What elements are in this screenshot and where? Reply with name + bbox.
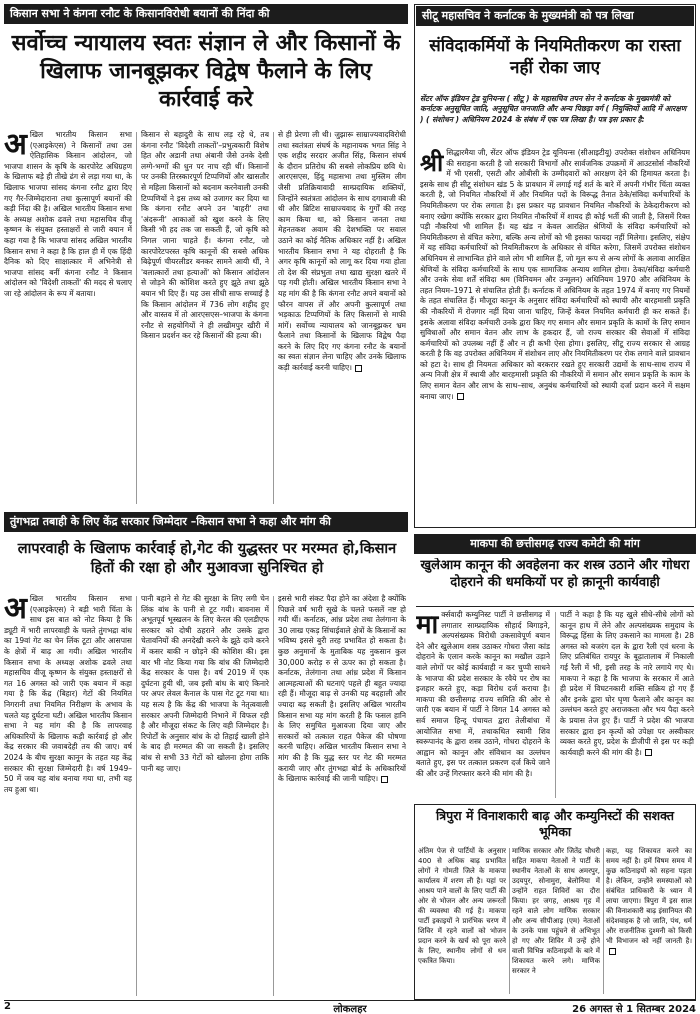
kisan-col3-text: से ही प्रेरणा ली थी। जुझारू साम्राज्यवादविरोधी तथा स्वतंत्रता संघर्ष के महानायक भगत सिंह ने एक शहीद सरदार अजीत सिंह, किसान संघर्ष के दौरान प्रतिरोध की सबसे लोकप्रिय छवि थे। आरएसएस, हिंदु महासभा तथा मुस्लिम लीग जैसी प्रतिक्रियावादी साम्प्रदायिक शक्तियों, जिन्होंने स्वतंत्रता आंदोलन के साथ दगाबाजी की थी और ब्रिटिश साम्राज्यवाद के गुर्गों की तरह काम किया था, को किसान जनता तथा मेहनतकश अवाम की देशभक्ति पर सवाल उठाने का कोई नैतिक अधिकार नहीं है। अखिल भारतीय किसान सभा ने यह दोहराती है कि अगर कृषि कानूनों को लागू कर दिया गया होता तो देश की संप्रभुता तथा खाद्य सुरक्षा खतरे में पड़ गयी होती। अखिल भारतीय किसान सभा ने यह मांग की है कि कंगना रनौट अपने बयानों को फौरन वापस लें और अपनी कुत्सापूर्ण तथा भड़काऊ टिप्पणियों के लिए किसानों से माफी मांगें। सर्वोच्च न्यायालय को जानबूझकर भ्रम फैलाने तथा किसानों के खिलाफ विद्वेष पैदा करने के लिए दिए गए कंगना रनौट के बयानों का स्वतः संज्ञान लेना चाहिए और उनके खिलाफ कड़ी कार्रवाई करनी चाहिए। <box>278 130 406 373</box>
maakpa-divider <box>555 612 556 798</box>
flood-headline: लापरवाही के खिलाफ कार्रवाई हो,गेट की युद्धस्तर पर मरम्मत हो,किसान हितों की रक्षा हो और मुआवजा सुनिश्चित हो <box>17 541 397 576</box>
maakpa-col2-text: पार्टी ने कहा है कि यह खुले सीधे-सीधे लोगों को कानून हाथ में लेने और अल्पसंख्यक समुदाय के विरूद्ध हिंसा के लिए उकसाने का मामला है। 28 अगस्त को बजरंग दल के द्वारा रैली एवं धरना के लिए प्रतिबंधित रायपुर के बूढ़ातालाब में निकाली गई रैली में भी, इसी तरह के नारे लगाये गए थे। माकपा ने कहा है कि भाजपा के सरकार में आते ही प्रदेश में विघटनकारी शक्ति सक्रिय हो गए हैं और इनके द्वारा घोर घृणा फैलाने और कानून का उल्लंघन करते हुए अराजकता और भय पैदा करने के प्रयास तेज हुए हैं। पार्टी ने प्रदेश की भाजपा सरकार द्वारा इन कृत्यों को उपेक्षा पर अस्वीकार व्यक्त करते हुए, प्रदेश के डीजीपी से इस पर कड़ी कार्यवाही करने की मांग की है। <box>560 610 694 757</box>
flood-column-3 <box>278 594 406 998</box>
flood-column-1 <box>4 594 132 998</box>
kisan-col2-text: किसान से बहादुरी के साथ लड़ रहे थे, तब कंगना रनौट 'विदेशी ताकतों'–प्रभुत्वकारी विशेष हित और अडानी तथा अंबानी जैसे उनके देसी लग्गे-भग्गों की धुन पर नाच रही थीं। किसानों पर उनकी तिरस्कारपूर्ण टिप्पणियों और खासतौर से महिला किसानों को बदनाम करनेवाली उनकी टिप्पणियों ने इस तथ्य को उजागर कर दिया था कि कंगना रनौट अपने उन 'बाहरी' तथा 'अंदरूनी' आकाओं को खुश करने के लिए किसी भी हद तक जा सकती हैं, जो कृषि को निगल जाना चाहते हैं। कंगना रनौट, जो कारपोरेटपरस्त कृषि कानूनों की सबसे अधिक बिढ़ेपूर्ण चीयरलीडर बनकर सामने आयी थीं, ने 'बलात्कारों तथा हत्याओं' को किसान आंदोलन से जोड़ने की कोशिश करते हुए झूठे तथा झूठे बयान भी दिए हैं। यह उस सीधी साफ सच्चाई है कि किसान आंदोलन में 736 लोग शहीद हुए और वास्तव में तो आरएसएस–भाजपा के कंगना रनौट से सहयोगियों ने ही लखीमपुर खीरी में किसान प्रदर्शन कर रहे किसानों की हत्या की। <box>141 130 269 341</box>
maakpa-col1-text: र्क्सवादी कम्युनिस्ट पार्टी ने छत्तीसगढ़ में लगातार साम्प्रदायिक सौहार्द बिगाड़ने, अल्पसंख्यक विरोधी उकसावेपूर्ण बयान देने और खुलेआम शस्त्र उठाकर गोधरा जैसा कांड दोहराने के एलान करके कानून का मखौल उड़ाने वाले लोगों पर कोई कार्यवाही न कर चुप्पी साधने के भाजपा की प्रदेश सरकार के रवैये पर रोष का इजहार करते हुए, कड़ा विरोध दर्ज कराया है। माकपा की छत्तीसगढ़ राज्य समिति की ओर से जारी एक बयान में पार्टी ने विगत 14 अगस्त को सर्व समाज हिन्दू पंचायत द्वारा तेलीबांधा में आयोजित सभा में, तथाकथित स्वामी शिव स्वरूपानंद के द्वारा शस्त्र उठाने, गोधरा दोहराने के आह्वान को कानून और संविधान का उल्लंघन बताते हुए, इस पर तत्काल प्रकरण दर्ज किये जाने की और उन्हें गिरफ्तार करने की मांग की है। <box>416 610 550 778</box>
flood-divider-1 <box>136 596 137 996</box>
flood-dropcap: अ <box>4 594 27 626</box>
flood-col1-text: खिल भारतीय किसान सभा (एआइकेएस) ने बड़ी भारी चिंता के साथ इस बात को नोट किया है कि ड्यूटी में भारी लापरवाही के चलते तुंगभद्रा बांध का 19वां गेट का चेन लिंक टूटा और आसपास के क्षेत्रों में बाढ़ आ गयी। अखिल भारतीय किसान सभा के अध्यक्ष अशोक ढवले तथा महासचिव वीजू कृष्णन के संयुक्त हस्ताक्षरों से गत 16 अगस्त को जारी एक बयान में कहा गया है कि केंद्र (बिहार) गेटों की नियमित निगरानी तथा नियमित निरीक्षण के अभाव के चलते यह दुर्घटना घटी। अखिल भारतीय किसान सभा ने यह मांग की है कि लापरवाह अधिकारियों के खिलाफ कड़ी कार्रवाई हो और केंद्र सरकार की जवाबदेही तय की जाए। वर्ष 2024 के बीच सुरक्षा कानून के तहत यह केंद्र सरकार की सुरक्षा जिम्मेदारी है। वर्ष 1949–50 में जब यह बांध बनाया गया था, तभी यह तय हुआ था। <box>4 594 132 794</box>
citu-dropcap: श्री <box>420 149 444 177</box>
kisan-dropcap: अ <box>4 130 27 162</box>
flood-col3-text: इससे भारी संकट पैदा होने का अंदेशा है क्योंकि पिछले वर्ष भारी सूखे के चलते फसलें नष्ट हो गयी थीं। कर्नाटक, आंध्र प्रदेश तथा तेलंगाना के 30 लाख एकड़ सिंचाईवाले क्षेत्रों के किसानों का भविष्य इससे बुरी तरह प्रभावित हो सकता है। कुछ अनुमानों के मुताबिक यह नुकसान कुल 30,000 करोड़ रु से ऊपर का हो सकता है। कर्नाटक, तेलंगाना तथा आंध्र प्रदेश में किसान आत्महत्याओं की घटनाएं पहले ही बहुत ज्यादा रही हैं। मौजूदा बाढ़ से उनकी यह बदहाली और ज्यादा बढ़ सकती है। इसलिए अखिल भारतीय किसान सभा यह मांग करती है कि फसल हानि के लिए समुचित मुआवजा दिया जाए और सरकारों को तत्काल राहत पैकेज की घोषणा करनी चाहिए। अखिल भारतीय किसान सभा ने मांग की है कि युद्ध स्तर पर गेट की मरम्मत करायी जाए और तुंगभद्रा बोर्ड के अधिकारियों के खिलाफ कार्रवाई की जानी चाहिए। <box>278 594 406 784</box>
maakpa-dropcap: मा <box>416 610 439 640</box>
end-mark-icon <box>381 776 388 783</box>
issue-date: 26 अगस्त से 1 सितम्बर 2024 <box>572 1004 696 1014</box>
tripura-col1-text: अंतिम पेज से पार्टियों के अनुसार 400 से अधिक बाढ़ प्रभावित लोगों ने गोमती जिले के माकपा कार्यालय में शरण ली है। यहां पर आश्रय पाने वालों के लिए पार्टी की ओर से भोजन और अन्य जरूरतों की व्यवस्था की गई है। माकपा पार्टी इकाइयों ने प्रारंभिक चरण में शिविर में रहने वालों को भोजन प्रदान करने के खर्च को पूरा करने के लिए, स्थानीय लोगों से धन एकत्रित किया। <box>418 847 506 965</box>
tripura-divider-2 <box>603 848 604 994</box>
flood-divider-2 <box>273 596 274 996</box>
citu-section-band <box>416 6 694 26</box>
end-mark-icon <box>609 948 616 955</box>
tripura-col2-text: माणिक सरकार और जितेंद्र चौधरी सहित माकपा नेताओं ने पार्टी के स्थानीय नेताओं के साथ अमरपुर, उदयपुर, सोनामुरा, बेलोनिया में उन्होंने राहत शिविरों का दौरा किया। हर जगह, आश्रय गृह में रहने वाले लोग माणिक सरकार और अन्य सीपीआइ (एम) नेताओं के उनके पास पहुंचने से अभिभूत हो गए और शिविर में उन्हें होने वाली विभिन्न कठिनाइयों के बारे में शिकायत करने लगे। माणिक सरकार ने <box>512 847 600 975</box>
kisan-band-text: किसान सभा ने कंगना रनौट के किसानविरोधी बयानों की निंदा की <box>10 7 270 20</box>
kisan-col1-text: खिल भारतीय किसान सभा (एआइकेएस) ने किसानों तथा उस ऐतिहासिक किसान आंदोलन, जो भाजपा शासन के कृषि के कारपोरेट अधिग्रहण के खिलाफ बड़े ही तीखे ढंग से लड़ा गया था, के खिलाफ भाजपा सांसद कंगना रनौट द्वारा दिए गए गैर-जिम्मेदाराना तथा कुत्सापूर्ण बयानों की कड़ी निंदा की है। अखिल भारतीय किसान सभा के अध्यक्ष अशोक ढवले तथा महासचिव वीजू कृष्णन के संयुक्त हस्ताक्षरों से जारी बयान में कहा गया है कि भाजपा सांसद अखिल भारतीय किसान सभा ने कहा है कि हाल ही में एक हिंदी दैनिक को दिए साक्षात्कार में अभिनेत्री से भाजपा सांसद बनीं कंगना रनौट ने किसान आंदोलन को 'विदेशी ताकतों' की मदद से चलाए जा रहे आंदोलन के रूप में बताया। <box>4 130 132 298</box>
end-mark-icon <box>355 365 362 372</box>
citu-body-text: सिद्धारमैया जी, सेंटर ऑफ इंडियन ट्रेड यूनियन्स (सीआइटीयू) उपरोक्त संशोधन अधिनियम की सराहना करती है जो सरकारी विभागों और सार्वजनिक उपक्रमों में आउटसोर्स नौकरियों में भी एससी, एसटी और ओबीसी के उम्मीदवारों को आरक्षण देने की हिमायत करता है। इसके साथ ही सीटू संशोधन खंड 5 के प्रावधान में लगाई गई शर्त के बारे में अपनी गंभीर चिंता व्यक्त करती है, जो नियमित नौकरियों में और नियमित पदों के विरूद्ध तैनात ठेके/संविदा कर्मचारियों के नियमितीकरण पर रोक लगाता है। इस प्रकार यह प्रावधान नियमित नौकरियों के ठेकेदारीकरण को बनाए रखेगा क्योंकि सरकार द्वारा नियमित नौकरियों में शायद ही कोई भर्ती की जाती है, जिसमें रिक्त पड़ी नौकरियां भी शामिल हैं। यह खंड न केवल आरक्षित श्रेणियों के संविदा कर्मचारियों को नियमितीकरण से वंचित करेगा, बल्कि अन्य लोगों को भी इसका फायदा नहीं मिलेगा। इसलिए, संक्षेप में यह संविदा कर्मचारियों को नियमितीकरण के अधिकार से वंचित करेगा, जिसमें उपरोक्त संशोधन अधिनियम से लाभान्वित होने वाले लोग भी शामिल हैं, जो मूल रूप से अन्य लोगों के अलावा आरक्षित श्रेणियों के संविदा कर्मचारियों के साथ एक सामाजिक अन्याय शामिल होगा। ठेका/संविदा कर्मचारी और उनके सेवा शर्तें संविदा श्रम (विनियमन और उन्मूलन) अधिनियम 1970 और अधिनियम के तहत नियम–1971 से संचालित होती हैं। कर्नाटक में अधिनियम के तहत 1974 में बनाए गए नियमों के तहत संचालित हैं। मौजूदा कानून के अनुसार संविदा कर्मचारियों को स्थायी और बारहमासी प्रकृति की नौकरियों में रोजगार नहीं दिया जाना चाहिए, जिन्हें केवल नियमित कर्मचारी ही कर सकते हैं। इसके अलावा संविदा कर्मचारी उनके द्वारा किए गए समान और समान प्रकृति के कामों के लिए समान सुविधाओं और समान वेतन और लाभ के हकदार हैं, जो राज्य सरकार की सेवाओं में संविदा कर्मचारियों को उपलब्ध नहीं हैं और न ही कभी ऐसा होगा। इसलिए, सीटू राज्य सरकार से आग्रह करती है कि वह उपरोक्त अधिनियम में संशोधन लाए और नियमितीकरण पर रोक लगाने वाले प्रावधान को हटा दे। साथ ही नियमतः अधिकार को बरकरार रखते हुए सरकारी उद्यमों के साथ-साथ राज्य में अन्य निजी क्षेत्र में स्थायी और बारहमासी प्रकृति की नौकरियों में समान और समान प्रकृति के काम के लिए समान वेतन और लाभ के साथ–साथ, अनुबंध कर्मचारियों को स्थायी दर्जा प्रदान करने में सक्षम बनाया जाए। <box>420 148 690 401</box>
paper-name: लोकलहर <box>333 1004 367 1014</box>
maakpa-rule <box>416 606 694 607</box>
citu-standfirst: सेंटर ऑफ इंडियन ट्रेड यूनियन्स ( सीटू ) के महासचिव तपन सेन ने कर्नाटक के मुख्यमंत्री को कर्नाटक अनुसूचित जाति, अनुसूचित जनजाति और अन्य पिछड़ा वर्ग ( नियुक्तियों आदि में आरक्षण ) ( संशोधन ) अधिनियम 2024 के संबंध में एक पत्र लिखा है। पत्र इस प्रकार है: <box>420 94 687 124</box>
kisan-divider-2 <box>273 132 274 504</box>
kisan-column-1 <box>4 130 132 506</box>
kisan-section-band <box>4 4 408 24</box>
maakpa-section-band <box>414 534 696 554</box>
tripura-headline: त्रिपुरा में विनाशकारी बाढ़ और कम्युनिस्टों की सशक्त भूमिका <box>436 808 674 839</box>
kisan-column-2 <box>141 130 269 506</box>
maakpa-band-text: माकपा की छत्तीसगढ़ राज्य कमेटी की मांग <box>470 537 640 550</box>
maakpa-column-1 <box>416 610 550 800</box>
kisan-headline: सर्वोच्च न्यायालय स्वतः संज्ञान ले और किसानों के खिलाफ जानबूझकर विद्वेष फैलाने के लिए कार्रवाई करे <box>11 31 401 113</box>
flood-section-band <box>4 512 408 532</box>
kisan-column-3 <box>278 130 406 506</box>
citu-headline: संविदाकर्मियों के नियमितीकरण का रास्ता नहीं रोका जाए <box>429 36 681 78</box>
citu-body <box>420 148 690 522</box>
maakpa-column-2 <box>560 610 694 800</box>
tripura-column-1 <box>418 846 506 996</box>
end-mark-icon <box>645 749 652 756</box>
page-number: 2 <box>4 1001 11 1012</box>
tripura-column-2 <box>512 846 600 996</box>
maakpa-headline: खुलेआम कानून की अवहेलना कर शस्त्र उठाने और गोधरा दोहराने की धमकियों पर हो क़ानूनी कार्यवाही <box>420 558 690 590</box>
flood-column-2 <box>141 594 269 998</box>
flood-band-text: तुंगभद्रा तबाही के लिए केंद्र सरकार जिम्मेदार –किसान सभा ने कहा और मांग की <box>10 515 331 528</box>
end-mark-icon <box>457 393 464 400</box>
citu-band-text: सीटू महासचिव ने कर्नाटक के मुख्यमंत्री को पत्र लिखा <box>422 9 634 22</box>
tripura-divider-1 <box>509 848 510 994</box>
flood-col2-text: पानी बहाने से गेट की सुरक्षा के लिए लगी चेन लिंक बांध के पानी से टूट गयी। बावनास में अभूतपूर्व भूस्खलन के लिए केरल की एलडीएफ सरकार को दोषी ठहराने और उसके द्वारा चेतावनियों की अनदेखी करने के झूठे दावे करने में कसर बाकी न छोड़ने की कोशिश की। इस बार भी नोट किया गया कि बांध की जिम्मेदारी केंद्र सरकार के पास है। वर्ष 2019 में एक दुर्घटना हुयी थी, जब इसी बांध के बाएं किनारे पर अपर लेवल कैनाल के पास गेट टूट गया था। यह सत्य है कि केंद्र की भाजपा के नेतृत्ववाली सरकार अपनी जिम्मेदारी निभाने में विफल रही है और मौजूदा संकट के लिए वही जिम्मेदार है। रिपोर्टों के अनुसार बांध के दो तिहाई खाली होने के बाद ही मरम्मत की जा सकती है। इसलिए बांध से सभी 33 गेटों को खोलना होगा ताकि पानी बह जाए। <box>141 594 269 773</box>
tripura-column-3 <box>606 846 692 996</box>
kisan-divider-1 <box>136 132 137 504</box>
tripura-col3-text: कहा, यह शिकायत करने का समय नहीं है। हमें विषम समय में कुछ कठिनाइयों को सहना पड़ता है। लेकिन, उन्होंने समस्याओं को संबंधित प्राधिकारी के ध्यान में लाया जाएगा। त्रिपुरा में इस साल की विनाशकारी बाढ़ इंसानियत की संदेशवाहक है जो जाति, पंथ, धर्म और राजनीतिक दुश्मनी को किसी भी विभाजन को नहीं जानती है। <box>606 847 692 945</box>
